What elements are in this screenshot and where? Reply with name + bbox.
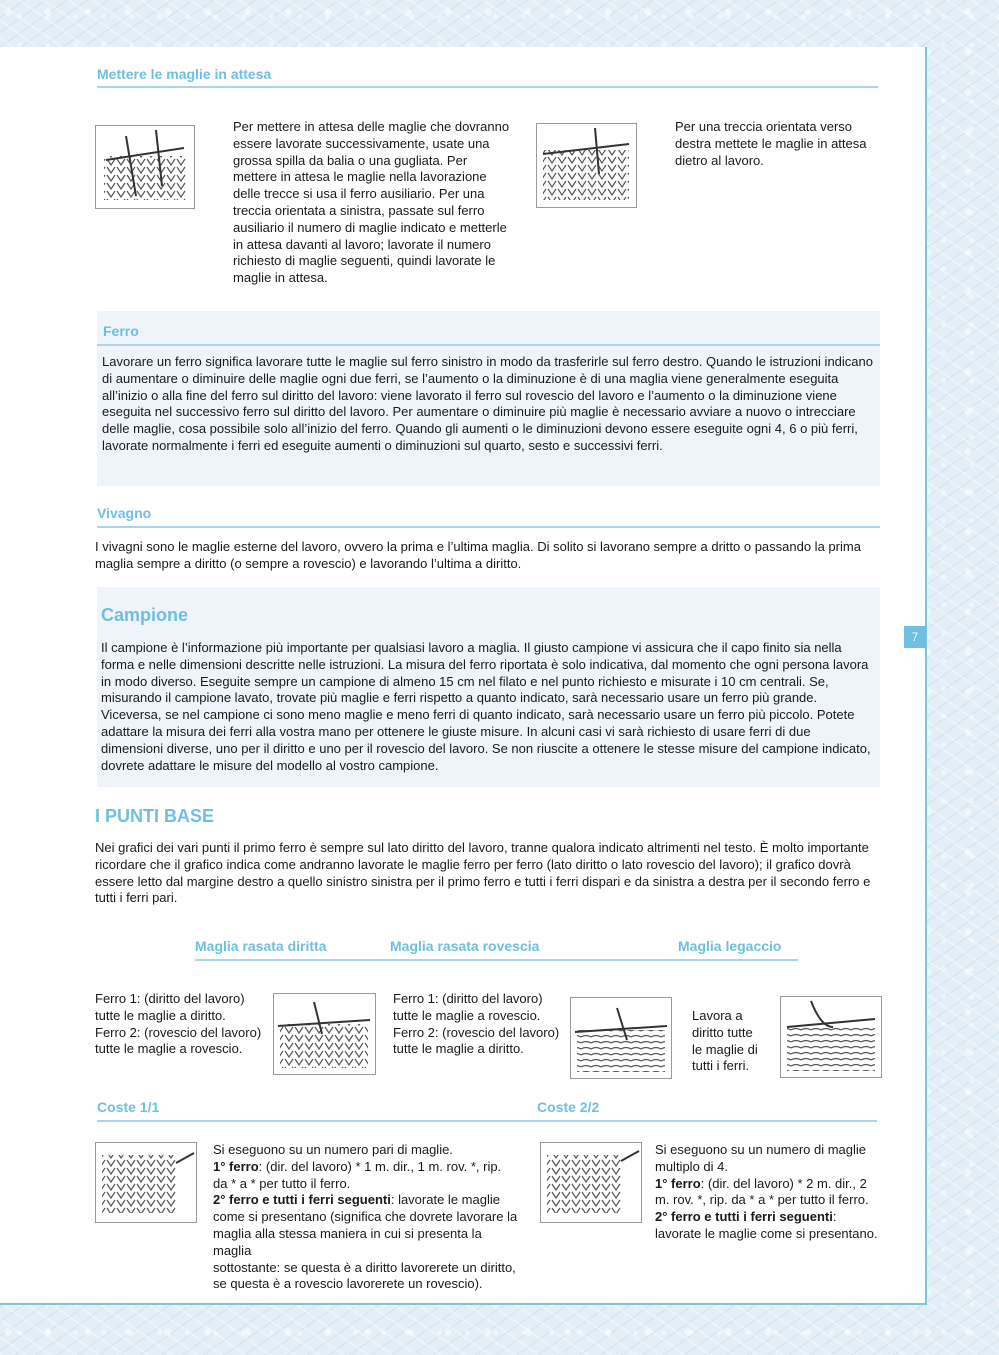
- attesa-right-text: Per una treccia orientata verso destra mettete le maglie in attesa dietro al lavoro.: [675, 119, 867, 168]
- title-legaccio: Maglia legaccio: [678, 938, 782, 954]
- section-rule: [195, 959, 798, 961]
- page-number: 7: [904, 626, 926, 648]
- section-title-vivagno: Vivagno: [97, 505, 152, 521]
- vivagno-text: I vivagni sono le maglie esterne del lavoro, ovvero la prima e l’ultima maglia. Di solito si lavorano sempre a dritto o passando la prima maglia sempre a diritto (o sempre a rovescio) e lavorando l’ultima a diritto.: [95, 539, 861, 571]
- knitting-illustration: [781, 997, 881, 1077]
- coste-2-2-text: Si eseguono su un numero di maglie multiplo di 4. 1° ferro: (dir. del lavoro) * 2 m. dir., 2 m. rov. *, rip. da * a * per tutto il ferro. 2° ferro e tutti i ferri seguenti: lavorate le maglie come si presentano.: [655, 1142, 878, 1241]
- illustration-coste-1-1: [95, 1142, 197, 1223]
- knitting-illustration: [274, 994, 375, 1074]
- coste-1-1-text: Si eseguono su un numero pari di maglie. 1° ferro: (dir. del lavoro) * 1 m. dir., 1 m. rov. *, rip. da * a * per tutto il ferro. 2° ferro e tutti i ferri seguenti: lavorate le maglie come si presentano (significa che dovrete lavorare la maglia alla stessa maniera in cui si presenta la maglia sottostante: se questa è a diritto lavorerete un diritto, se questa è a rovescio lavorerete un rovescio).: [213, 1142, 518, 1292]
- illustration-rasata-diritta: [273, 993, 376, 1075]
- knitting-illustration: [571, 998, 671, 1078]
- section-title-campione: Campione: [101, 605, 189, 625]
- title-coste-1-1: Coste 1/1: [97, 1099, 160, 1115]
- section-rule: [97, 344, 880, 346]
- section-rule: [97, 1120, 877, 1122]
- campione-text: Il campione è l’informazione più importante per qualsiasi lavoro a maglia. Il giusto campione vi assicura che il capo finito sia nella forma e nelle dimensioni descritte nelle istruzioni. La misura del ferro riportata è solo indicativa, dal momento che ogni persona lavora in modo diverso. Eseguite sempre un campione di almeno 15 cm nel filato e nel punto richiesto e misurate i 10 cm centrali. Se, misurando il campione lavato, trovate più maglie e ferri rispetto a quanto indicato, sarà necessario usare un ferro più grande. Viceversa, se nel campione ci sono meno maglie e meno ferri di quanto indicato, sarà necessario usare un ferro più piccolo. Potete adattare la misura dei ferri alla vostra mano per ottenere le giuste misure. In alcuni casi vi sarà richiesto di usare ferri di due dimensioni diverse, uno per il diritto e uno per il rovescio del lavoro. Se non riuscite a ottenere le stesse misure del campione indicato, dovrete adattare le misure del modello al vostro campione.: [101, 640, 871, 773]
- rasata-rovescia-text: Ferro 1: (diritto del lavoro) tutte le maglie a rovescio. Ferro 2: (rovescio del lavoro) tutte le maglie a diritto.: [393, 991, 560, 1057]
- title-rasata-rovescia: Maglia rasata rovescia: [390, 938, 540, 954]
- illustration-coste-2-2: [540, 1142, 642, 1223]
- illustration-legaccio: [780, 996, 882, 1078]
- illustration-right-cable: [536, 123, 637, 208]
- knitting-illustration: [96, 1143, 196, 1222]
- knitting-illustration: [541, 1143, 641, 1222]
- knitting-illustration: [537, 124, 636, 207]
- illustration-rasata-rovescia: [570, 997, 672, 1079]
- section-rule: [97, 86, 878, 88]
- knitting-illustration: [96, 126, 194, 208]
- legaccio-text: Lavora a diritto tutte le maglie di tutti i ferri.: [692, 1008, 758, 1074]
- attesa-left-text: Per mettere in attesa delle maglie che dovranno essere lavorate successivamente, usate una grossa spilla da balia o una gugliata. Per mettere in attesa le maglie nella lavorazione delle trecce si usa il ferro ausiliario. Per una treccia orientata a sinistra, passate sul ferro ausiliario il numero di maglie indicato e metterle in attesa davanti al lavoro; lavorate il numero richiesto di maglie seguenti, quindi lavorate le maglie in attesa.: [233, 119, 510, 286]
- ferro-text: Lavorare un ferro significa lavorare tutte le maglie sul ferro sinistro in modo da trasferirle sul ferro destro. Quando le istruzioni indicano di aumentare o diminuire delle maglie ogni due ferri, se l’aumento o la diminuzione è di una maglia viene generalmente eseguita all’inizio o alla fine del ferro sul diritto del lavoro: viene lavorato il ferro sul rovescio del lavoro e l’aumento o la diminuzione viene eseguita nel successivo ferro sul diritto del lavoro. Per aumentare o diminuire più maglie è necessario avviare a nuovo o intrecciare delle maglie, cosa possibile solo all’inizio del ferro. Quando gli aumenti o le diminuzioni devono essere eseguite ogni 4, 6 o più ferri, lavorate normalmente i ferri ed eseguite aumenti o diminuzioni sul quarto, sesto e successivi ferri.: [102, 354, 873, 453]
- title-rasata-diritta: Maglia rasata diritta: [195, 938, 327, 954]
- title-coste-2-2: Coste 2/2: [537, 1099, 600, 1115]
- rasata-diritta-text: Ferro 1: (diritto del lavoro) tutte le maglie a diritto. Ferro 2: (rovescio del lavoro) tutte le maglie a rovescio.: [95, 991, 262, 1057]
- section-title-punti-base: I PUNTI BASE: [95, 806, 215, 826]
- illustration-left-cable: [95, 125, 195, 209]
- punti-base-text: Nei grafici dei vari punti il primo ferro è sempre sul lato diritto del lavoro, tranne qualora indicato altrimenti nel testo. È molto importante ricordare che il grafico indica come andranno lavorate le maglie ferro per ferro (lato diritto o lato rovescio del lavoro); il grafico dovrà essere letto dal margine destro a quello sinistro sinistra per il primo ferro e tutti i ferri dispari e da sinistra a destra per il secondo ferro e tutti i ferri pari.: [95, 840, 871, 906]
- section-title-attesa: Mettere le maglie in attesa: [97, 66, 272, 82]
- section-rule: [97, 526, 880, 528]
- section-title-ferro: Ferro: [103, 323, 139, 339]
